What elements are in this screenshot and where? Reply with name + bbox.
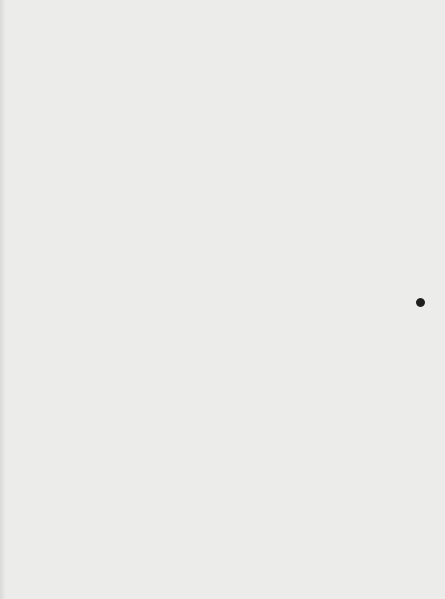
text-column-bottom-left bbox=[12, 308, 222, 580]
section-bullet-icon bbox=[416, 298, 425, 307]
text-column-top-left bbox=[12, 18, 222, 293]
text-column-bottom-right bbox=[230, 308, 430, 580]
page-fold-shadow bbox=[0, 0, 6, 599]
text-column-top-right bbox=[230, 18, 430, 293]
